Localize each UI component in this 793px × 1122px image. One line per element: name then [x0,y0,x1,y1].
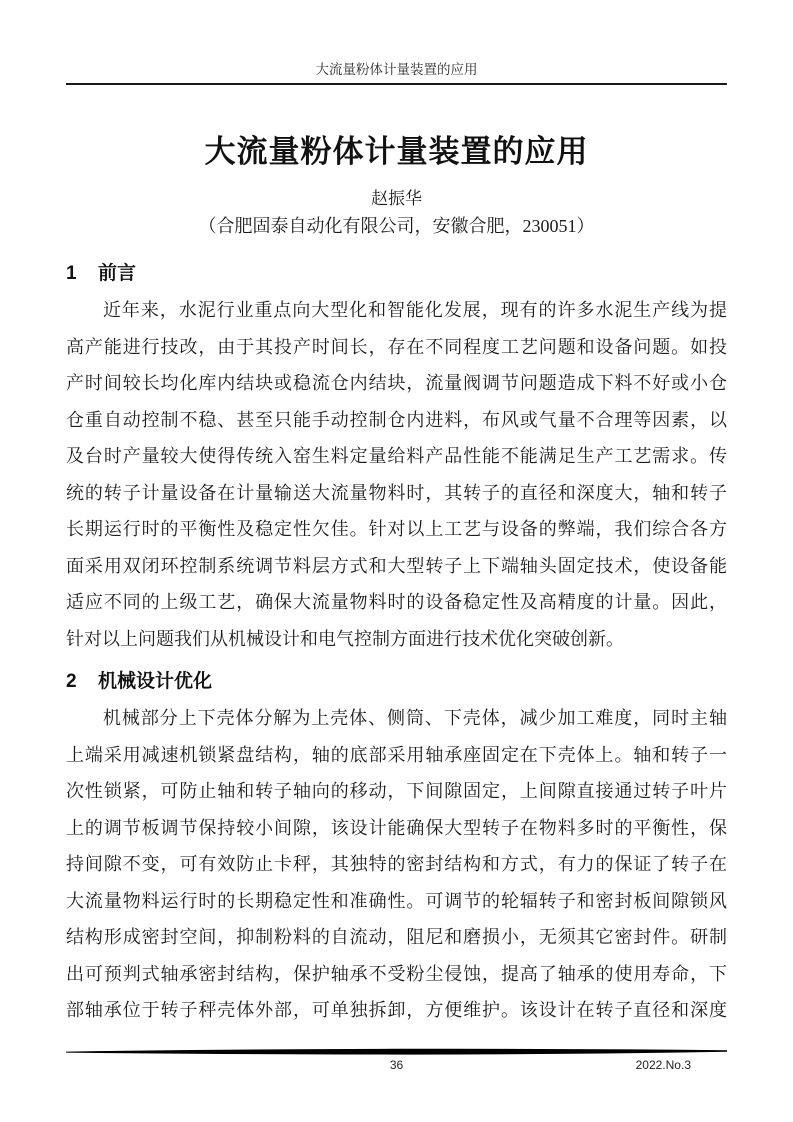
body-line: 及台时产量较大使得传统入窑生料定量给料产品性能不能满足生产工艺需求。传 [66,446,727,466]
section-heading [66,668,727,695]
body-line: 适应不同的上级工艺，确保大流量物料时的设备稳定性及高精度的计量。因此， [66,592,727,612]
body-line: 近年来，水泥行业重点向大型化和智能化发展，现有的许多水泥生产线为提 [103,300,727,320]
body-line: 上的调节板调节保持较小间隙，该设计能确保大型转子在物料多时的平衡性，保 [66,817,727,838]
body-line: 面采用双闭环控制系统调节料层方式和大型转子上下端轴头固定技术，使设备能 [66,555,727,576]
body-line: 产时间较长均化库内结块或稳流仓内结块，流量阀调节问题造成下料不好或小仓 [66,373,727,393]
paragraph [66,292,727,657]
page-footer [66,1047,727,1073]
body-line: 持间隙不变，可有效防止卡秤，其独特的密封结构和方式，有力的保证了转子在 [66,854,727,874]
body-line: 统的转子计量设备在计量输送大流量物料时，其转子的直径和深度大，轴和转子 [66,482,727,503]
section-number: 2 [66,671,77,692]
body-line: 针对以上问题我们从机械设计和电气控制方面进行技术优化突破创新。 [66,628,624,649]
body-line: 高产能进行技改，由于其投产时间长，存在不同程度工艺问题和设备问题。如投 [66,336,727,357]
page-number: 36 [389,1058,404,1072]
body-line: 仓重自动控制不稳、甚至只能手动控制仓内进料，布风或气量不合理等因素，以 [66,409,727,430]
issue-number: 2022.No.3 [635,1058,691,1072]
body-line: 结构形成密封空间，抑制粉料的自流动，阻尼和磨损小，无须其它密封件。研制 [66,927,727,947]
body-line: 部轴承位于转子秤壳体外部，可单独拆卸，方便维护。该设计在转子直径和深度 [66,1000,727,1020]
section-number: 1 [66,263,77,284]
author-name: 赵振华 [371,189,422,208]
header-rule [66,83,727,85]
footer-rule [66,1047,727,1056]
footer-row [66,1057,727,1073]
paragraph [66,700,727,1029]
body-line: 机械部分上下壳体分解为上壳体、侧筒、下壳体，减少加工难度，同时主轴 [103,708,727,728]
body-line: 大流量物料运行时的长期稳定性和准确性。可调节的轮辐转子和密封板间隙锁风 [66,890,727,911]
section-heading [66,260,727,287]
running-title: 大流量粉体计量装置的应用 [315,62,478,77]
body-line: 次性锁紧，可防止轴和转子轴向的移动，下间隙固定，上间隙直接通过转子叶片 [66,781,727,801]
article-body [66,260,727,1029]
body-line: 长期运行时的平衡性及稳定性欠佳。针对以上工艺与设备的弊端，我们综合各方 [66,519,727,539]
section-title: 机械设计优化 [98,671,213,692]
body-line: 上端采用减速机锁紧盘结构，轴的底部采用轴承座固定在下壳体上。轴和转子一 [66,744,727,765]
article-title: 大流量粉体计量装置的应用 [204,134,589,169]
section-title: 前言 [98,263,137,284]
body-line: 出可预判式轴承密封结构，保护轴承不受粉尘侵蚀，提高了轴承的使用寿命，下 [66,963,727,984]
affiliation: （合肥固泰自动化有限公司，安徽合肥，230051） [198,216,595,236]
